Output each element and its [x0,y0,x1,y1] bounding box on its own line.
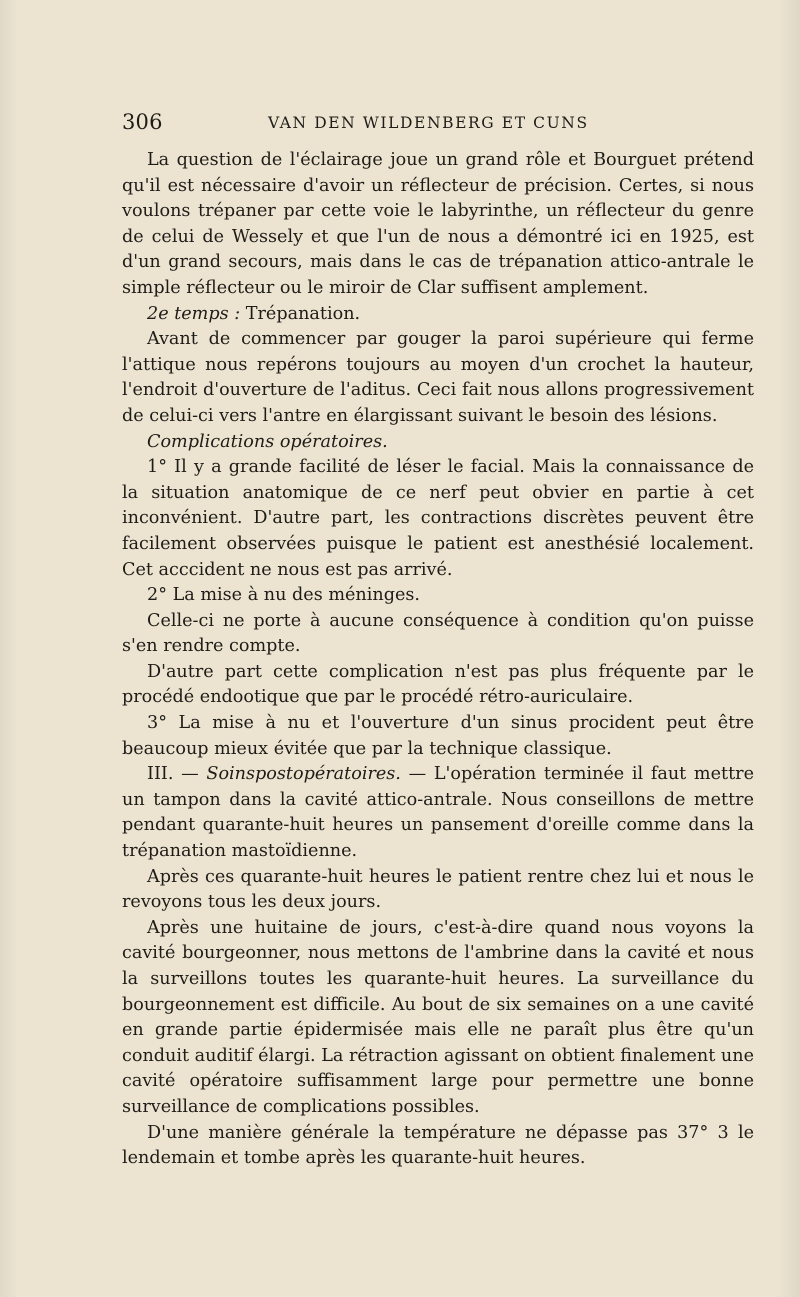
paragraph: Après une huitaine de jours, c'est-à-dire quand nous voyons la cavité bourgeonner, nous mettons de l'ambrine dans la cavité et nous la surveillons toutes les quarante-huit heures. La surveillance du bourgeonnement est difficile. Au bout de six semaines on a une cavité en grande partie épidermisée mais elle ne paraît plus être qu'un conduit auditif élargi. La rétraction agissant on obtient finalement une cavité opératoire suffisamment large pour permettre une bonne surveillance de complications possibles. [122,917,754,1117]
paragraph: Avant de commencer par gouger la paroi supérieure qui ferme l'attique nous repérons toujours au moyen d'un crochet la hauteur, l'endroit d'ouverture de l'aditus. Ceci fait nous allons progressivement de celui-ci vers l'antre en élargissant suivant le besoin des lésions. [122,329,754,426]
paragraph: 1° Il y a grande facilité de léser le facial. Mais la connaissance de la situation anatomique de ce nerf peut obvier en partie à cet inconvénient. D'autre part, les contractions discrètes peuvent être facilement observées puisque le patient est anesthésié localement. Cet acccident ne nous est pas arrivé. [122,457,754,580]
section-title: Soinspostopératoires. [206,764,401,785]
paragraph: Après ces quarante-huit heures le patient rentre chez lui et nous le revoyons tous les deux jours. [122,866,754,913]
section-paragraph [122,762,754,864]
paragraph: D'autre part cette complication n'est pas plus fréquente par le procédé endootique que par le procédé rétro-auriculaire. [122,661,754,708]
section-number: III. — [147,764,207,785]
section-label: 2e temps : [147,303,241,324]
paragraph: Celle-ci ne porte à aucune conséquence à condition qu'on puisse s'en rendre compte. [122,610,754,657]
section-title: Trépanation. [240,303,361,324]
paragraph: 2° La mise à nu des méninges. [147,585,421,606]
paragraph: D'une manière générale la température ne dépasse pas 37° 3 le lendemain et tombe après les quarante-huit heures. [122,1122,754,1169]
running-head: VAN DEN WILDENBERG ET CUNS [268,114,589,132]
paragraph: La question de l'éclairage joue un grand rôle et Bourguet prétend qu'il est nécessaire d'avoir un réflecteur de précision. Certes, si nous voulons trépaner par cette voie le labyrinthe, un réflecteur du genre de celui de Wessely et que l'un de nous a démontré ici en 1925, est d'un grand secours, mais dans le cas de trépanation attico-antrale le simple réflecteur ou le miroir de Clar suffisent amplement. [122,150,754,298]
page-header [122,110,752,142]
paragraph: 3° La mise à nu et l'ouverture d'un sinus procident peut être beaucoup mieux évitée que par la technique classique. [122,713,754,759]
section-heading [122,302,754,328]
section-text: — L'opération terminée il faut mettre un tampon dans la cavité attico-antrale. Nous conseillons de mettre pendant quarante-huit heures un pansement d'oreille comme dans la trépanation mastoïdienne. [122,764,754,862]
body-text [122,148,754,1172]
page-number: 306 [122,110,163,134]
section-heading: Complications opératoires. [147,431,388,452]
